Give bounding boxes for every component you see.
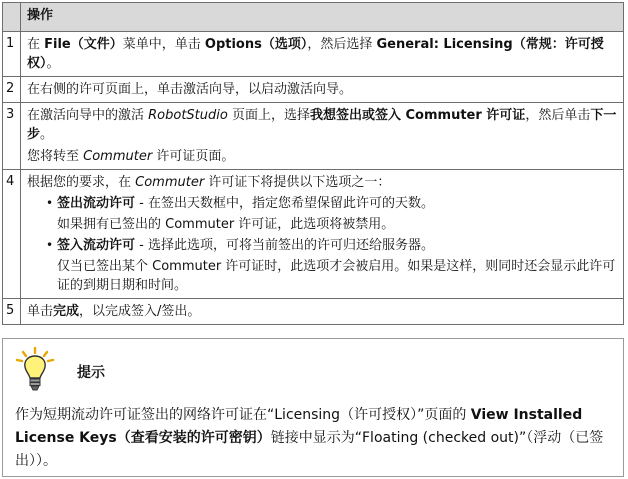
bullet-item bbox=[27, 236, 617, 255]
text-run: 许可证下将提供以下选项之一： bbox=[204, 175, 391, 190]
text-run: 我想签出或签入 Commuter 许可证 bbox=[309, 108, 526, 123]
step-result bbox=[27, 147, 617, 166]
text-run: ，以完成签入/签出。 bbox=[79, 304, 201, 319]
bullet-dot-icon: • bbox=[46, 238, 54, 252]
table-row bbox=[3, 299, 624, 325]
text-run: File（文件） bbox=[44, 37, 123, 52]
text-run: - 在签出天数框中，指定您希望保留此许可的天数。 bbox=[135, 196, 434, 211]
text-run: 作为短期流动许可证签出的网络许可证在“Licensing（许可授权）”页面的 bbox=[15, 407, 471, 423]
text-run: Commuter bbox=[83, 149, 153, 164]
table-row bbox=[3, 32, 624, 77]
text-run: 许可证页面。 bbox=[152, 149, 235, 164]
table-header-row bbox=[3, 3, 624, 32]
text-run: 您将转至 bbox=[27, 149, 84, 164]
step-number: 2 bbox=[3, 77, 21, 103]
text-run: 下一步 bbox=[27, 108, 617, 142]
text-run: 页面上，选择 bbox=[227, 108, 310, 123]
step-instruction bbox=[27, 80, 617, 99]
text-run: 签出流动许可 bbox=[57, 196, 136, 211]
text-run: 在激活向导中的激活 bbox=[27, 108, 149, 123]
tip-box bbox=[2, 338, 624, 477]
step-number: 1 bbox=[3, 32, 21, 77]
step-text bbox=[21, 103, 624, 170]
step-number: 5 bbox=[3, 299, 21, 325]
text-run: General: Licensing（常规：许可授权） bbox=[27, 37, 604, 71]
bullet-dot-icon: • bbox=[46, 196, 54, 210]
bullet-text bbox=[57, 196, 434, 211]
text-run: - 选择此选项，可将当前签出的许可归还给服务器。 bbox=[135, 238, 434, 253]
bullet-note: 仅当已签出某个 Commuter 许可证时，此选项才会被启用。如果是这样，则同时还会显示此许可证的到期日期和时间。 bbox=[57, 259, 616, 293]
step-number: 3 bbox=[3, 103, 21, 170]
text-run: View Installed License Keys（查看安装的许可密钥） bbox=[15, 407, 583, 446]
bullet-text bbox=[57, 238, 434, 253]
step-instruction bbox=[27, 173, 617, 192]
table-row bbox=[3, 170, 624, 299]
text-run: ，然后选择 bbox=[307, 37, 377, 52]
table-row bbox=[3, 77, 624, 103]
text-run: Options（选项） bbox=[204, 37, 308, 52]
tip-title: 提示 bbox=[77, 365, 105, 381]
tip-text bbox=[15, 404, 615, 473]
step-text bbox=[21, 32, 624, 77]
text-run: RobotStudio bbox=[148, 108, 228, 123]
text-run: 在 bbox=[27, 37, 45, 52]
header-action-cell: 操作 bbox=[21, 3, 624, 32]
step-instruction bbox=[27, 302, 617, 321]
text-run: 。 bbox=[40, 127, 54, 142]
text-run: 根据您的要求，在 bbox=[27, 175, 136, 190]
header-number-cell bbox=[3, 3, 21, 32]
table-row bbox=[3, 103, 624, 170]
bullet-item bbox=[27, 194, 617, 213]
lightbulb-icon bbox=[15, 347, 55, 393]
text-run: 签入流动许可 bbox=[57, 238, 136, 253]
step-number: 4 bbox=[3, 170, 21, 299]
text-run: 单击 bbox=[27, 304, 54, 319]
text-run: 。 bbox=[46, 56, 60, 71]
step-instruction bbox=[27, 35, 617, 73]
procedure-table bbox=[2, 2, 624, 325]
text-run: Commuter bbox=[135, 175, 205, 190]
step-text bbox=[21, 77, 624, 103]
text-run: 链接中显示为“Floating (checked out)”（浮动（已签出））。 bbox=[15, 430, 604, 469]
text-run: ，然后单击 bbox=[525, 108, 591, 123]
step-instruction bbox=[27, 106, 617, 144]
step-text bbox=[21, 170, 624, 299]
step-text bbox=[21, 299, 624, 325]
text-run: 在右侧的许可页面上，单击激活向导，以启动激活向导。 bbox=[27, 82, 353, 97]
bullet-note: 如果拥有已签出的 Commuter 许可证，此选项将被禁用。 bbox=[57, 217, 395, 232]
text-run: 菜单中，单击 bbox=[122, 37, 205, 52]
text-run: 完成 bbox=[53, 304, 80, 319]
